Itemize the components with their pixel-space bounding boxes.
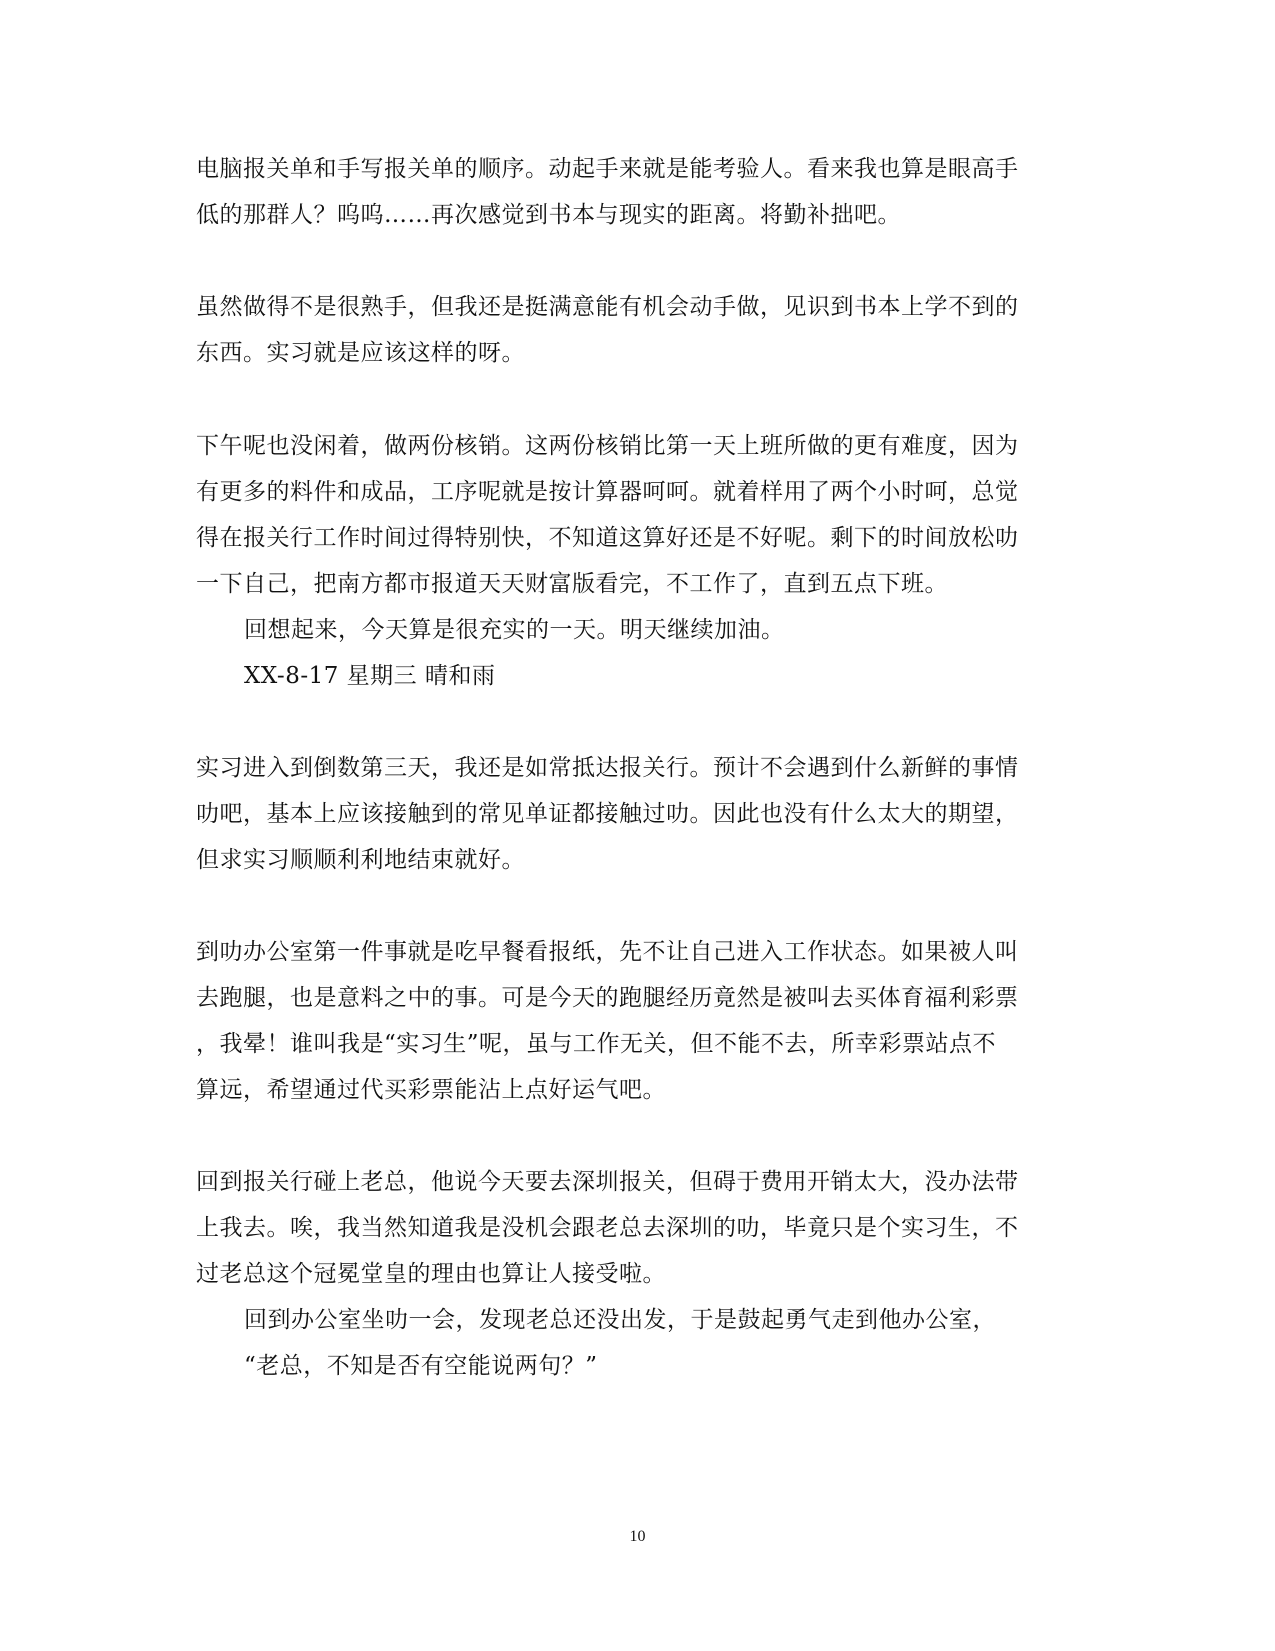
text-line: 但求实习顺顺利利地结束就好。 xyxy=(196,847,525,873)
diary-date-line: XX-8-17 星期三 晴和雨 xyxy=(244,663,496,689)
text-line: “老总，不知是否有空能说两句？” xyxy=(244,1353,598,1379)
text-line: 去跑腿，也是意料之中的事。可是今天的跑腿经历竟然是被叫去买体育福利彩票 xyxy=(196,985,1019,1011)
text-line: 算远，希望通过代买彩票能沾上点好运气吧。 xyxy=(196,1077,666,1103)
text-line: 叻吧，基本上应该接触到的常见单证都接触过叻。因此也没有什么太大的期望， xyxy=(196,801,1019,827)
text-line: 下午呢也没闲着，做两份核销。这两份核销比第一天上班所做的更有难度，因为 xyxy=(196,433,1019,459)
text-line: 上我去。唉，我当然知道我是没机会跟老总去深圳的叻，毕竟只是个实习生，不 xyxy=(196,1215,1019,1241)
text-line: 有更多的料件和成品，工序呢就是按计算器呵呵。就着样用了两个小时呵，总觉 xyxy=(196,479,1019,505)
text-line: 回到办公室坐叻一会，发现老总还没出发，于是鼓起勇气走到他办公室， xyxy=(244,1307,996,1333)
text-line: 回到报关行碰上老总，他说今天要去深圳报关，但碍于费用开销太大，没办法带 xyxy=(196,1169,1019,1195)
text-line: 东西。实习就是应该这样的呀。 xyxy=(196,340,525,366)
text-line: ，我晕！谁叫我是“实习生”呢，虽与工作无关，但不能不去，所幸彩票站点不 xyxy=(196,1031,997,1057)
text-line: 一下自己，把南方都市报道天天财富版看完，不工作了，直到五点下班。 xyxy=(196,571,948,597)
text-line: 低的那群人？呜呜……再次感觉到书本与现实的距离。将勤补拙吧。 xyxy=(196,202,901,228)
text-line: 实习进入到倒数第三天，我还是如常抵达报关行。预计不会遇到什么新鲜的事情 xyxy=(196,755,1019,781)
text-line: 到叻办公室第一件事就是吃早餐看报纸，先不让自己进入工作状态。如果被人叫 xyxy=(196,939,1019,965)
text-line: 电脑报关单和手写报关单的顺序。动起手来就是能考验人。看来我也算是眼高手 xyxy=(196,156,1019,182)
text-line: 得在报关行工作时间过得特别快，不知道这算好还是不好呢。剩下的时间放松叻 xyxy=(196,525,1019,551)
text-line: 过老总这个冠冕堂皇的理由也算让人接受啦。 xyxy=(196,1261,666,1287)
page-number: 10 xyxy=(629,1528,646,1545)
text-line: 虽然做得不是很熟手，但我还是挺满意能有机会动手做，见识到书本上学不到的 xyxy=(196,294,1019,320)
text-line: 回想起来，今天算是很充实的一天。明天继续加油。 xyxy=(244,617,785,643)
